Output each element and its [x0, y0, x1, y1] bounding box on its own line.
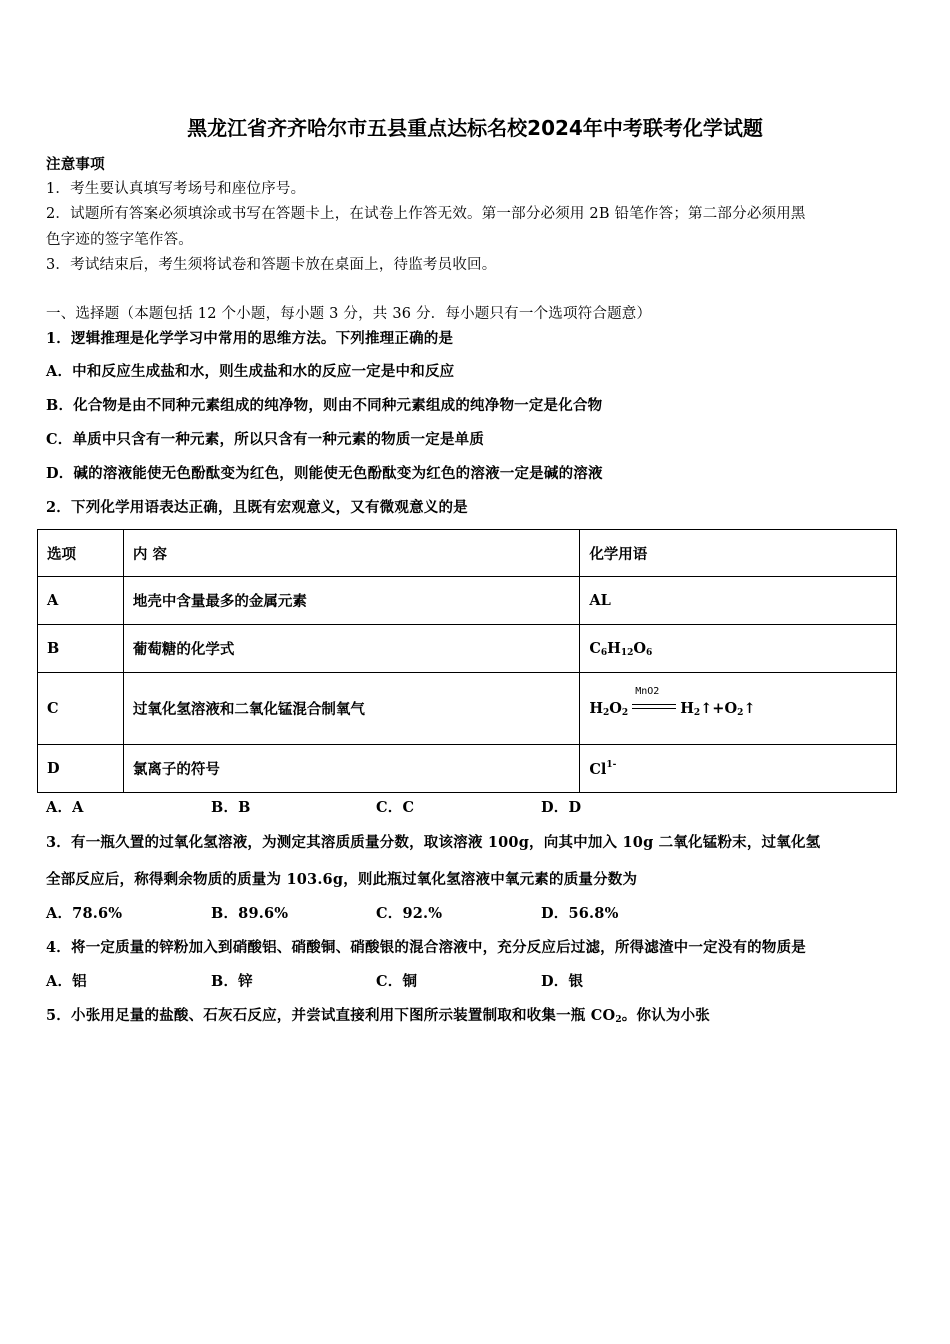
- q4-choice-a: A．铝: [46, 973, 87, 990]
- row-option: D: [38, 745, 124, 793]
- table-header-row: [38, 530, 897, 577]
- header-option: 选项: [38, 530, 124, 577]
- row-term: $Cl^{1-}$: [580, 745, 897, 793]
- reaction-condition: MnO2: [632, 699, 676, 719]
- row-option: B: [38, 625, 124, 673]
- row-term: AL: [580, 577, 897, 625]
- q2-table: [37, 529, 897, 793]
- q3-choice-c: C．92.%: [376, 905, 443, 922]
- q3-stem-line-2: 全部反应后，称得剩余物质的质量为 103.6g，则此瓶过氧化氢溶液中氧元素的质量分数为: [46, 871, 638, 888]
- table-row: [38, 577, 897, 625]
- notice-item-1: 1．考生要认真填写考场号和座位序号。: [46, 181, 306, 197]
- row-option: C: [38, 673, 124, 745]
- q2-choice-c: C．C: [376, 799, 415, 816]
- q1-option-c: C．单质中只含有一种元素，所以只含有一种元素的物质一定是单质: [46, 431, 485, 448]
- q2-choice-b: B．B: [211, 799, 251, 816]
- table-row: [38, 673, 897, 745]
- row-term-equation: $H_2O_2$ MnO2 $H_2↑+O_2↑$: [580, 673, 897, 745]
- notice-item-3: 3．考试结束后，考生须将试卷和答题卡放在桌面上，待监考员收回。: [46, 257, 497, 273]
- q3-choice-a: A．78.6%: [46, 905, 123, 922]
- row-content: 葡萄糖的化学式: [123, 625, 579, 673]
- header-content: 内 容: [123, 530, 579, 577]
- row-term: $C_6H_{12}O_6$: [580, 625, 897, 673]
- q3-choice-b: B．89.6%: [211, 905, 289, 922]
- q1-stem: 1．逻辑推理是化学学习中常用的思维方法。下列推理正确的是: [46, 330, 454, 347]
- q4-choice-b: B．锌: [211, 973, 253, 990]
- row-option: A: [38, 577, 124, 625]
- row-content: 地壳中含量最多的金属元素: [123, 577, 579, 625]
- notice-heading: 注意事项: [46, 156, 105, 173]
- header-term: 化学用语: [580, 530, 897, 577]
- q4-choice-d: D．银: [541, 973, 584, 990]
- q3-choice-d: D．56.8%: [541, 905, 619, 922]
- notice-item-2-line-1: 2．试题所有答案必须填涂或书写在答题卡上，在试卷上作答无效。第一部分必须用 2B 铅笔作答；第二部分必须用黑: [46, 206, 806, 222]
- q4-stem: 4．将一定质量的锌粉加入到硝酸铝、硝酸铜、硝酸银的混合溶液中，充分反应后过滤，所得滤渣中一定没有的物质是: [46, 939, 806, 956]
- q3-stem-line-1: 3．有一瓶久置的过氧化氢溶液，为测定其溶质质量分数，取该溶液 100g，向其中加入 10g 二氧化锰粉末，过氧化氢: [46, 834, 821, 851]
- row-content: 氯离子的符号: [123, 745, 579, 793]
- q2-choice-a: A．A: [46, 799, 84, 816]
- q2-stem: 2．下列化学用语表达正确，且既有宏观意义，又有微观意义的是: [46, 499, 468, 516]
- q1-option-a: A．中和反应生成盐和水，则生成盐和水的反应一定是中和反应: [46, 363, 455, 380]
- q1-option-d: D．碱的溶液能使无色酚酞变为红色，则能使无色酚酞变为红色的溶液一定是碱的溶液: [46, 465, 603, 482]
- table-row: [38, 745, 897, 793]
- page-title: 黑龙江省齐齐哈尔市五县重点达标名校2024年中考联考化学试题: [187, 116, 763, 140]
- notice-item-2-line-2: 色字迹的签字笔作答。: [46, 232, 193, 248]
- q2-choice-d: D．D: [541, 799, 582, 816]
- q5-stem: 5．小张用足量的盐酸、石灰石反应，并尝试直接利用下图所示装置制取和收集一瓶 $CO_2$。你认为小张: [46, 1007, 710, 1025]
- table-row: [38, 625, 897, 673]
- section-heading: 一、选择题（本题包括 12 个小题，每小题 3 分，共 36 分．每小题只有一个选项符合题意）: [46, 306, 652, 322]
- q4-choice-c: C．铜: [376, 973, 418, 990]
- row-content: 过氧化氢溶液和二氧化锰混合制氧气: [123, 673, 579, 745]
- q1-option-b: B．化合物是由不同种元素组成的纯净物，则由不同种元素组成的纯净物一定是化合物: [46, 397, 603, 414]
